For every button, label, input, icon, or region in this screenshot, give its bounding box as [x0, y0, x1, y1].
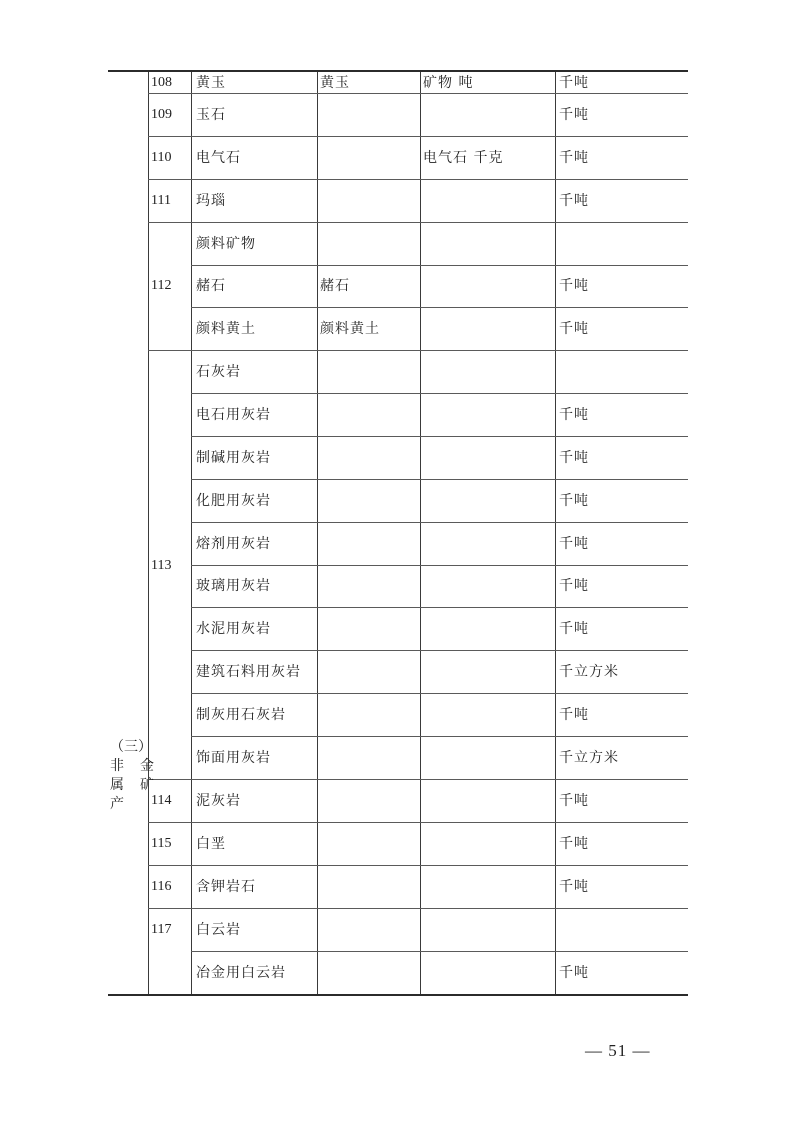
cell-unit: 千吨: [559, 707, 589, 723]
cell-unit: 千吨: [559, 578, 589, 594]
cell-name: 赭石: [196, 278, 226, 294]
row-divider: [148, 779, 688, 780]
cell-unit: 千吨: [559, 450, 589, 466]
row-divider: [148, 93, 688, 94]
cell-name: 含钾岩石: [196, 879, 256, 895]
cell-num: 110: [151, 150, 172, 165]
cell-name: 玻璃用灰岩: [196, 578, 271, 594]
cell-name: 熔剂用灰岩: [196, 536, 271, 552]
column-divider: [191, 72, 192, 994]
category-line-2: [110, 757, 154, 776]
cell-name: 玛瑙: [196, 193, 226, 209]
row-divider: [191, 565, 688, 566]
row-divider: [191, 393, 688, 394]
cell-unit: 千吨: [559, 621, 589, 637]
cell-col3: 颜料黄土: [320, 321, 380, 337]
cell-name: 黄玉: [196, 75, 226, 91]
table-top-rule: [108, 70, 688, 72]
category-line-1: [110, 738, 154, 757]
cell-col3: 赭石: [320, 278, 350, 294]
cell-name: 颜料黄土: [196, 321, 256, 337]
row-divider: [191, 736, 688, 737]
cell-name: 化肥用灰岩: [196, 493, 271, 509]
cell-name: 建筑石料用灰岩: [196, 664, 301, 680]
cell-unit: 千吨: [559, 278, 589, 294]
table-bottom-rule: [108, 994, 688, 996]
row-divider: [191, 307, 688, 308]
cell-name: 白云岩: [196, 922, 241, 938]
cell-num: 112: [151, 278, 172, 293]
cell-name: 饰面用灰岩: [196, 750, 271, 766]
cell-name: 电气石: [196, 150, 241, 166]
category-text: 金: [140, 758, 154, 774]
cell-num: 114: [151, 793, 172, 808]
category-line-3: [110, 776, 154, 795]
row-divider: [191, 607, 688, 608]
cell-num: 115: [151, 836, 172, 851]
cell-unit: 千立方米: [559, 750, 619, 766]
cell-unit: 千吨: [559, 965, 589, 981]
cell-unit: 千吨: [559, 150, 589, 166]
page-number: — 51 —: [585, 1041, 651, 1060]
cell-unit: 千立方米: [559, 664, 619, 680]
cell-unit: 千吨: [559, 407, 589, 423]
row-divider: [191, 951, 688, 952]
cell-unit: 千吨: [559, 836, 589, 852]
cell-unit: 千吨: [559, 493, 589, 509]
row-divider: [191, 693, 688, 694]
cell-name: 泥灰岩: [196, 793, 241, 809]
column-divider: [555, 72, 556, 994]
cell-col4: 电气石 千克: [423, 150, 504, 166]
cell-unit: 千吨: [559, 321, 589, 337]
cell-unit: 千吨: [559, 193, 589, 209]
cell-col4: 矿物 吨: [423, 75, 474, 91]
cell-name: 电石用灰岩: [196, 407, 271, 423]
row-divider: [191, 522, 688, 523]
cell-num: 111: [151, 193, 171, 208]
item-number-113: 113: [151, 558, 172, 573]
row-divider: [148, 136, 688, 137]
cell-name: 白垩: [196, 836, 226, 852]
row-divider: [191, 650, 688, 651]
cell-name: 水泥用灰岩: [196, 621, 271, 637]
cell-unit: 千吨: [559, 879, 589, 895]
cell-name: 制碱用灰岩: [196, 450, 271, 466]
category-text: （三）: [110, 739, 152, 755]
cell-name: 颜料矿物: [196, 236, 256, 252]
category-text: 非: [110, 758, 124, 774]
category-text: 产: [110, 796, 124, 812]
row-divider: [148, 908, 688, 909]
row-divider: [191, 265, 688, 266]
row-divider: [148, 822, 688, 823]
row-divider: [148, 179, 688, 180]
cell-num: 117: [151, 922, 172, 937]
category-line-4: [110, 795, 154, 814]
cell-num: 108: [151, 75, 172, 90]
row-divider: [191, 479, 688, 480]
cell-name: 冶金用白云岩: [196, 965, 286, 981]
row-divider: [148, 350, 688, 351]
column-divider: [317, 72, 318, 994]
cell-name: 玉石: [196, 107, 226, 123]
cell-col3: 黄玉: [320, 75, 350, 91]
row-divider: [148, 222, 688, 223]
cell-name: 石灰岩: [196, 364, 241, 380]
category-text: 属: [110, 777, 124, 793]
cell-unit: 千吨: [559, 793, 589, 809]
cell-num: 109: [151, 107, 172, 122]
column-divider: [148, 72, 149, 994]
category-text: 矿: [140, 777, 154, 793]
row-divider: [148, 865, 688, 866]
cell-unit: 千吨: [559, 75, 589, 91]
category-label: [110, 738, 154, 814]
cell-num: 116: [151, 879, 172, 894]
row-divider: [191, 436, 688, 437]
cell-name: 制灰用石灰岩: [196, 707, 286, 723]
cell-unit: 千吨: [559, 536, 589, 552]
column-divider: [420, 72, 421, 994]
cell-unit: 千吨: [559, 107, 589, 123]
